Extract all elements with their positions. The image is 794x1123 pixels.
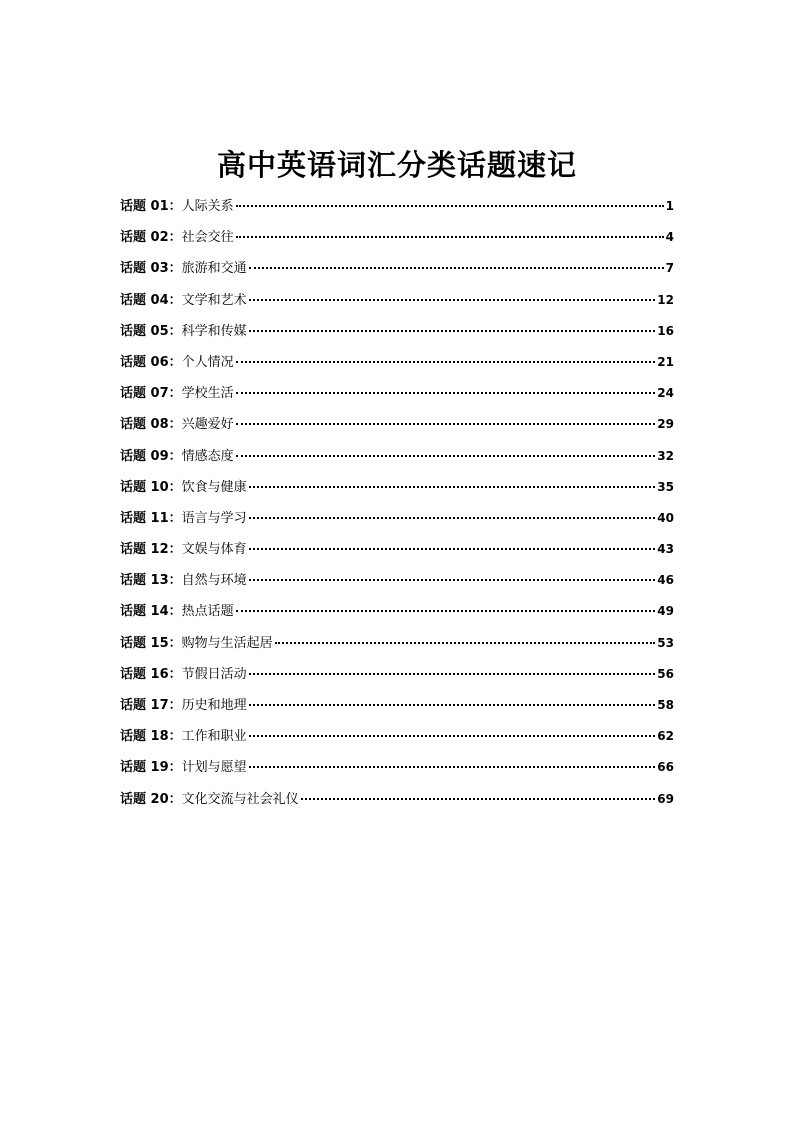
toc-entry-number: 话题 17： (120, 698, 182, 713)
toc-entry-title: 购物与生活起居 (181, 635, 273, 651)
toc-entry[interactable] (120, 788, 674, 819)
toc-entry-number: 话题 18： (120, 729, 182, 745)
toc-leader-dots (249, 704, 656, 706)
toc-entry-title: 历史和地理 (181, 698, 247, 713)
toc-page-number: 43 (657, 542, 674, 557)
toc-entry-number: 话题 03： (120, 261, 182, 277)
toc-entry-title: 个人情况 (181, 354, 234, 370)
toc-entry-label (120, 788, 299, 807)
toc-leader-dots (236, 361, 656, 363)
toc-entry-label (120, 756, 247, 775)
toc-entry-title: 旅游和交通 (181, 261, 247, 277)
toc-page-number: 56 (657, 666, 674, 681)
toc-page-number: 40 (657, 510, 674, 525)
toc-entry-label (120, 195, 234, 214)
toc-entry-title: 节假日活动 (181, 666, 247, 682)
toc-entry-number: 话题 19： (120, 760, 182, 776)
toc-leader-dots (236, 423, 656, 425)
toc-entry[interactable] (120, 507, 674, 538)
toc-entry[interactable] (120, 632, 674, 663)
toc-entry-title: 社会交往 (181, 230, 234, 246)
toc-entry[interactable] (120, 694, 674, 725)
toc-entry-label (120, 663, 247, 682)
toc-leader-dots (236, 236, 664, 238)
toc-entry-number: 话题 06： (120, 354, 182, 370)
toc-entry-label (120, 694, 247, 713)
toc-entry-number: 话题 10： (120, 479, 182, 495)
toc-entry[interactable] (120, 663, 674, 694)
toc-entry-title: 科学和传媒 (181, 323, 247, 339)
toc-entry[interactable] (120, 600, 674, 631)
toc-entry-title: 饮食与健康 (181, 479, 247, 495)
toc-entry-title: 文学和艺术 (181, 292, 247, 308)
toc-page-number: 16 (657, 323, 674, 338)
toc-entry[interactable] (120, 413, 674, 444)
toc-entry[interactable] (120, 382, 674, 413)
toc-leader-dots (249, 735, 656, 737)
toc-page-number: 1 (665, 199, 674, 213)
toc-entry-number: 话题 09： (120, 448, 182, 464)
toc-entry-title: 学校生活 (181, 386, 234, 402)
toc-entry-title: 人际关系 (181, 199, 234, 214)
toc-entry-label (120, 289, 247, 308)
toc-entry[interactable] (120, 257, 674, 288)
page-title: 高中英语词汇分类话题速记 (216, 148, 577, 183)
toc-entry-label (120, 351, 234, 370)
toc-leader-dots (236, 392, 656, 394)
toc-entry-title: 文化交流与社会礼仪 (181, 791, 299, 807)
toc-entry-label (120, 476, 247, 495)
toc-entry-title: 兴趣爱好 (181, 417, 234, 433)
toc-leader-dots (236, 455, 656, 457)
toc-entry[interactable] (120, 320, 674, 351)
toc-entry-number: 话题 08： (120, 417, 182, 433)
toc-entry[interactable] (120, 476, 674, 507)
toc-entry[interactable] (120, 351, 674, 382)
toc-leader-dots (249, 548, 656, 550)
toc-leader-dots (249, 267, 664, 269)
toc-entry[interactable] (120, 569, 674, 600)
toc-leader-dots (236, 205, 664, 207)
toc-entry-number: 话题 15： (120, 635, 182, 651)
toc-leader-dots (249, 673, 656, 675)
toc-leader-dots (249, 330, 656, 332)
table-of-contents (120, 195, 674, 819)
toc-page-number: 35 (657, 479, 674, 494)
toc-leader-dots (236, 610, 656, 612)
toc-entry[interactable] (120, 725, 674, 756)
toc-entry-title: 自然与环境 (181, 573, 247, 589)
toc-leader-dots (275, 642, 656, 644)
toc-entry-label (120, 445, 234, 464)
toc-page-number: 21 (657, 354, 674, 369)
toc-page-number: 32 (657, 448, 674, 463)
toc-entry-number: 话题 05： (120, 323, 182, 339)
toc-leader-dots (301, 798, 656, 800)
toc-entry-number: 话题 13： (120, 573, 182, 589)
toc-entry-label (120, 382, 234, 401)
toc-entry-label (120, 538, 247, 557)
toc-page-number: 58 (657, 698, 674, 712)
toc-page-number: 62 (657, 729, 674, 744)
toc-entry-label (120, 632, 273, 651)
toc-page-number: 53 (657, 635, 674, 650)
toc-entry-number: 话题 11： (120, 510, 182, 526)
toc-entry-title: 计划与愿望 (181, 760, 247, 776)
toc-entry-label (120, 600, 234, 619)
toc-page-number: 66 (657, 760, 674, 775)
toc-entry-title: 文娱与体育 (181, 542, 247, 558)
toc-leader-dots (249, 517, 656, 519)
toc-leader-dots (249, 766, 656, 768)
toc-entry[interactable] (120, 756, 674, 787)
toc-entry-number: 话题 14： (120, 604, 182, 620)
toc-entry-label (120, 725, 247, 744)
toc-entry-title: 语言与学习 (181, 510, 247, 526)
toc-entry-number: 话题 07： (120, 386, 182, 402)
toc-entry-title: 热点话题 (181, 604, 234, 620)
toc-entry-label (120, 257, 247, 276)
toc-entry[interactable] (120, 445, 674, 476)
toc-leader-dots (249, 486, 656, 488)
toc-entry-number: 话题 02： (120, 230, 182, 246)
toc-leader-dots (249, 579, 656, 581)
toc-entry[interactable] (120, 289, 674, 320)
toc-entry-title: 情感态度 (181, 448, 234, 464)
toc-entry-number: 话题 01： (120, 199, 182, 214)
toc-page-number: 24 (657, 386, 674, 401)
toc-page-number: 7 (665, 261, 674, 276)
toc-page-number: 29 (657, 417, 674, 432)
toc-entry[interactable] (120, 195, 674, 226)
toc-entry-number: 话题 04： (120, 292, 182, 308)
toc-entry-label (120, 413, 234, 432)
toc-entry[interactable] (120, 538, 674, 569)
toc-entry[interactable] (120, 226, 674, 257)
toc-page-number: 49 (657, 604, 674, 619)
toc-page-number: 12 (657, 292, 674, 307)
toc-entry-number: 话题 12： (120, 542, 182, 558)
toc-page-number: 46 (657, 573, 674, 588)
toc-entry-number: 话题 20： (120, 791, 182, 807)
toc-entry-label (120, 320, 247, 339)
toc-entry-number: 话题 16： (120, 666, 182, 682)
toc-page-number: 4 (665, 230, 674, 245)
toc-entry-title: 工作和职业 (181, 729, 247, 745)
toc-leader-dots (249, 299, 656, 301)
toc-entry-label (120, 226, 234, 245)
toc-page-number: 69 (657, 791, 674, 806)
toc-entry-label (120, 507, 247, 526)
toc-entry-label (120, 569, 247, 588)
